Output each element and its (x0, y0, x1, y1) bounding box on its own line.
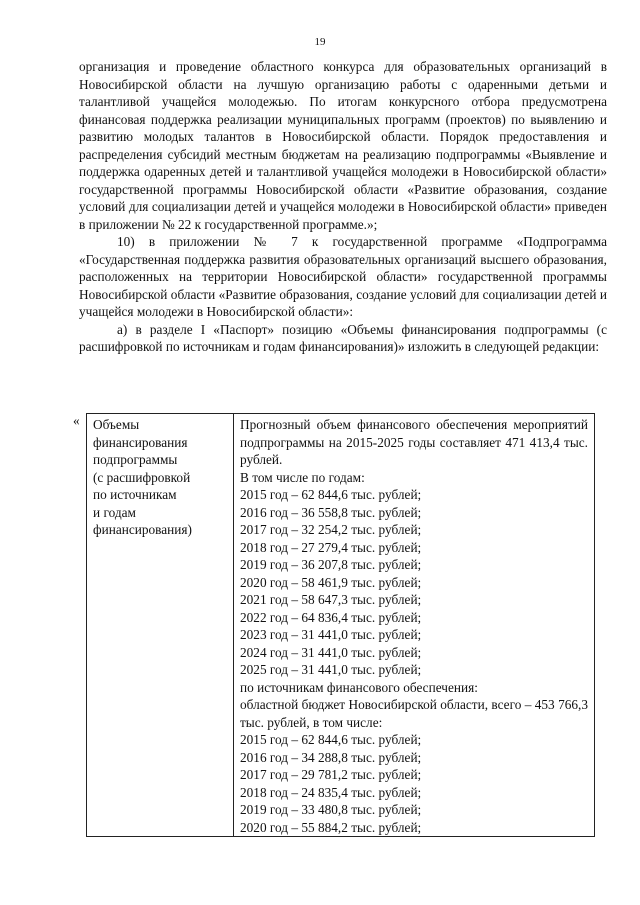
year-total-line: 2019 год – 36 207,8 тыс. рублей; (240, 557, 422, 572)
year-total-line: 2017 год – 32 254,2 тыс. рублей; (240, 522, 422, 537)
year-regional-line: 2015 год – 62 844,6 тыс. рублей; (240, 732, 422, 747)
year-regional-line: 2018 год – 24 835,4 тыс. рублей; (240, 784, 422, 800)
label-line: и годам (93, 504, 136, 520)
document-body (79, 58, 607, 356)
year-total-line: 2016 год – 36 558,8 тыс. рублей; (240, 504, 422, 520)
total-funding-text: Прогнозный объем финансового обеспечения мероприятий подпрограммы на 2015-2025 годы составляет 471 413,4 тыс. рублей. (240, 417, 588, 467)
opening-quote: « (73, 413, 80, 428)
paragraph-appendix-7: 10) в приложении № 7 к государственной программе «Подпрограмма «Государственная поддержка развития образовательных организаций высшего образования, расположенных на территории Новосибирской области» государственной программы Новосибирской области «Развитие образования, создание условий для социализации детей и учащейся молодежи в Новосибирской области»: (79, 234, 607, 319)
passport-table (86, 413, 595, 837)
year-total-line: 2023 год – 31 441,0 тыс. рублей; (240, 627, 422, 642)
funding-content-cell (234, 414, 595, 837)
year-total-line: 2020 год – 58 461,9 тыс. рублей; (240, 574, 422, 590)
label-line: финансирования) (93, 522, 192, 537)
page-number: 19 (314, 36, 326, 48)
year-total-line: 2018 год – 27 279,4 тыс. рублей; (240, 539, 422, 555)
year-total-line: 2024 год – 31 441,0 тыс. рублей; (240, 644, 422, 660)
year-total-line: 2022 год – 64 836,4 тыс. рублей; (240, 609, 422, 625)
by-sources-heading: по источникам финансового обеспечения: (240, 679, 478, 695)
funding-label-cell (87, 414, 234, 837)
label-line: финансирования (93, 434, 188, 450)
year-total-line: 2025 год – 31 441,0 тыс. рублей; (240, 662, 422, 677)
year-regional-line: 2019 год – 33 480,8 тыс. рублей; (240, 802, 422, 817)
regional-budget-text: областной бюджет Новосибирской области, всего – 453 766,3 тыс. рублей, в том числе: (240, 697, 588, 730)
year-total-line: 2015 год – 62 844,6 тыс. рублей; (240, 487, 422, 502)
paragraph-passport-section: а) в разделе I «Паспорт» позицию «Объемы финансирования подпрограммы (с расшифровкой по источникам и годам финансирования)» изложить в следующей редакции: (79, 321, 607, 354)
paragraph-contest: организация и проведение областного конкурса для образовательных организаций в Новосибирской области на лучшую организацию работы с одаренными детьми и талантливой учащейся молодежью. По итогам конкурсного отбора предусмотрена финансовая поддержка реализации муниципальных программ (проектов) по выявлению и развитию молодых талантов в Новосибирской области. Порядок предоставления и распределения субсидий местным бюджетам на реализацию подпрограммы «Выявление и поддержка одаренных детей и талантливой учащейся молодежи в Новосибирской области» государственной программы Новосибирской области «Развитие образования, создание условий для социализации детей и учащейся молодежи в Новосибирской области» приведен в приложении № 22 к государственной программе.»; (79, 59, 607, 232)
label-line: Объемы (93, 417, 140, 432)
including-by-years: В том числе по годам: (240, 469, 365, 485)
label-line: (с расшифровкой (93, 469, 191, 485)
label-line: по источникам (93, 487, 177, 502)
label-line: подпрограммы (93, 452, 178, 467)
year-regional-line: 2020 год – 55 884,2 тыс. рублей; (240, 819, 422, 835)
year-total-line: 2021 год – 58 647,3 тыс. рублей; (240, 592, 422, 607)
year-regional-line: 2016 год – 34 288,8 тыс. рублей; (240, 749, 422, 765)
table-row (87, 414, 595, 837)
year-regional-line: 2017 год – 29 781,2 тыс. рублей; (240, 767, 422, 782)
